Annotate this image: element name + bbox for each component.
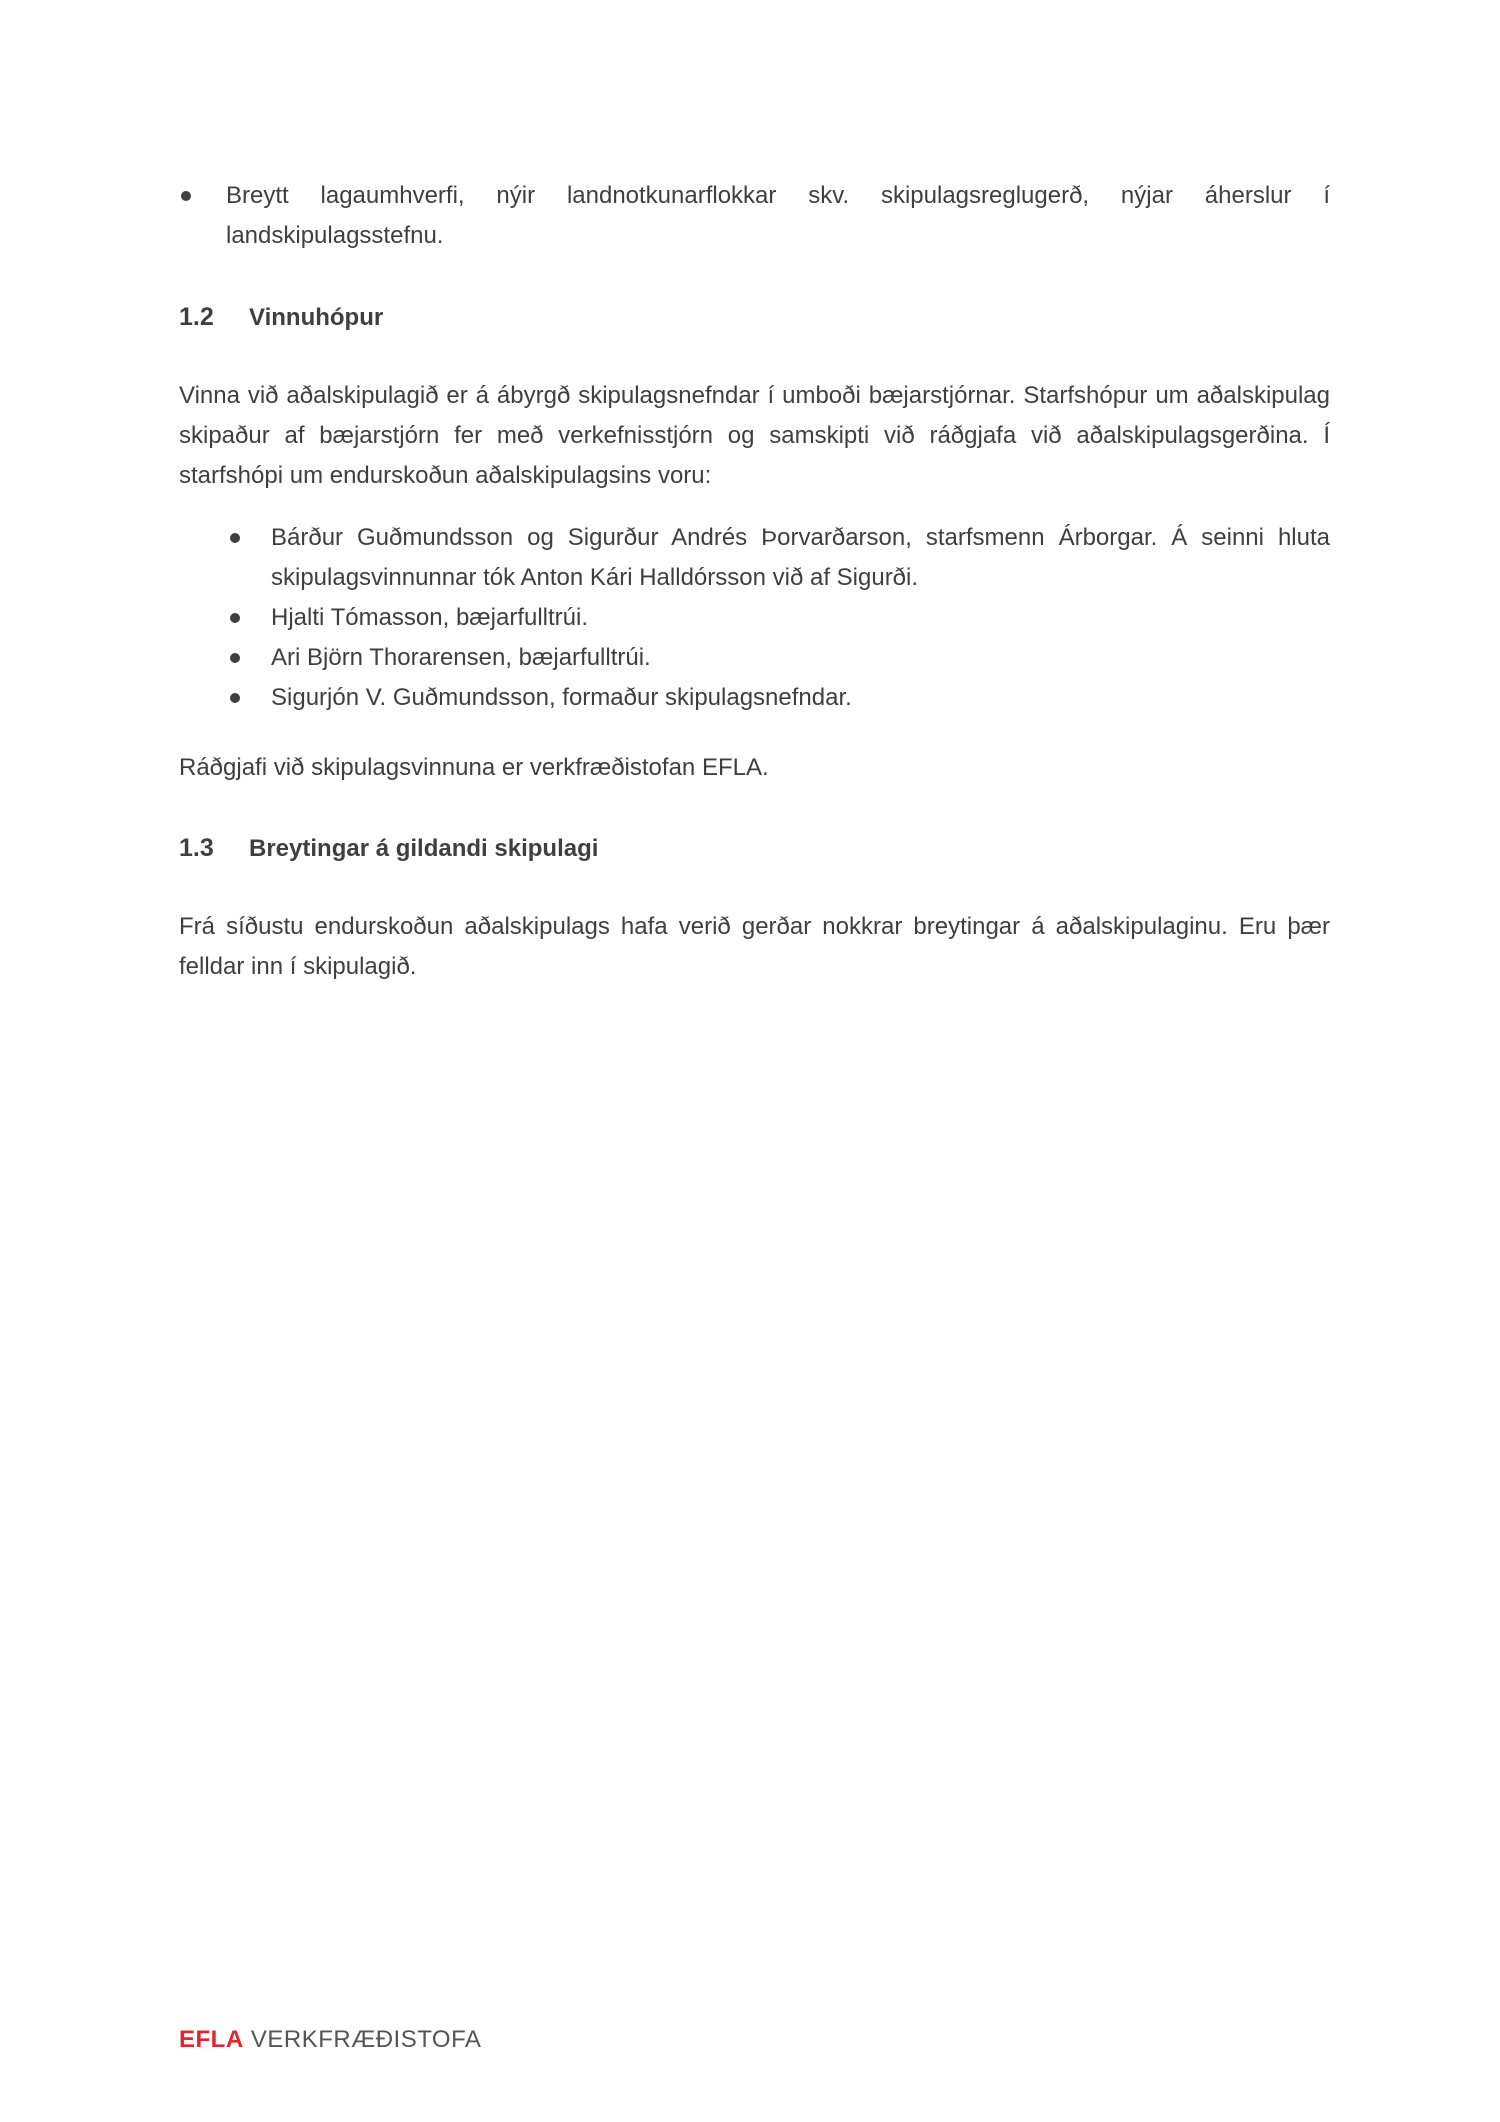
list-item: Breytt lagaumhverfi, nýir landnotkunarflokkar skv. skipulagsreglugerð, nýjar áherslur í landskipulagsstefnu. xyxy=(179,176,1330,256)
footer-brand-sub: VERKFRÆÐISTOFA xyxy=(250,2026,482,2053)
section-heading-1-2 xyxy=(179,299,1330,336)
footer-brand: EFLA xyxy=(179,2026,244,2053)
advisor-paragraph: Ráðgjafi við skipulagsvinnuna er verkfræðistofan EFLA. xyxy=(179,754,769,781)
section-title: Vinnuhópur xyxy=(249,304,384,331)
section-number: 1.3 xyxy=(179,834,214,862)
section-title: Breytingar á gildandi skipulagi xyxy=(249,835,599,862)
top-bullet-list xyxy=(179,176,1330,256)
list-item: Sigurjón V. Guðmundsson, formaður skipulagsnefndar. xyxy=(179,678,1330,718)
members-list xyxy=(179,518,1330,718)
section-heading-1-3 xyxy=(179,830,1330,867)
list-item: Hjalti Tómasson, bæjarfulltrúi. xyxy=(179,598,1330,638)
footer-logo xyxy=(179,2025,481,2055)
page-content xyxy=(179,176,1330,987)
list-item: Bárður Guðmundsson og Sigurður Andrés Þorvarðarson, starfsmenn Árborgar. Á seinni hluta skipulagsvinnunnar tók Anton Kári Halldórsson við af Sigurði. xyxy=(179,518,1330,598)
working-group-paragraph: Vinna við aðalskipulagið er á ábyrgð skipulagsnefndar í umboði bæjarstjórnar. Starfshópur um aðalskipulag skipaður af bæjarstjórn fer með verkefnisstjórn og samskipti við ráðgjafa við aðalskipulagsgerðina. Í starfshópi um endurskoðun aðalskipulagsins voru: xyxy=(179,382,1330,489)
section-number: 1.2 xyxy=(179,303,214,331)
list-item: Ari Björn Thorarensen, bæjarfulltrúi. xyxy=(179,638,1330,678)
changes-paragraph: Frá síðustu endurskoðun aðalskipulags hafa verið gerðar nokkrar breytingar á aðalskipulaginu. Eru þær felldar inn í skipulagið. xyxy=(179,913,1330,980)
